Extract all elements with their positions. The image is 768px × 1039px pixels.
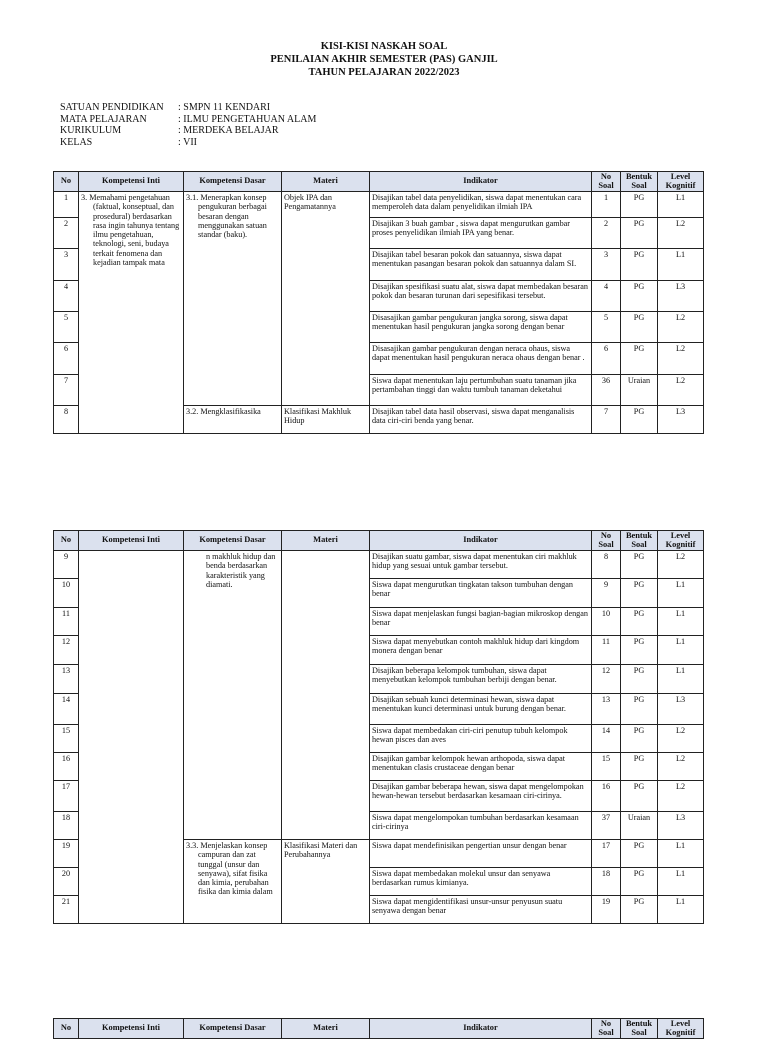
col-materi: Materi <box>282 531 370 551</box>
kompetensi-dasar-cell <box>184 192 282 406</box>
level-cell: L1 <box>658 868 704 896</box>
level-cell: L3 <box>658 812 704 840</box>
kompetensi-dasar-text: n makhluk hidup dan benda berdasarkan karakteristik yang diamati. <box>206 552 276 589</box>
level-cell: L3 <box>658 281 704 312</box>
no-soal-cell: 10 <box>592 608 621 636</box>
info-value: : ILMU PENGETAHUAN ALAM <box>178 113 317 125</box>
bentuk-soal-cell: PG <box>621 281 658 312</box>
level-cell: L2 <box>658 753 704 781</box>
indikator-cell: Siswa dapat mengidentifikasi unsur-unsur penyusun suatu senyawa dengan benar <box>370 896 592 924</box>
row-no: 13 <box>54 665 79 694</box>
row-no: 2 <box>54 218 79 249</box>
bentuk-soal-cell: Uraian <box>621 812 658 840</box>
table-header-row <box>54 531 704 551</box>
school-info <box>60 102 316 148</box>
col-indikator: Indikator <box>370 531 592 551</box>
bentuk-soal-cell: PG <box>621 312 658 343</box>
level-cell: L2 <box>658 725 704 753</box>
indikator-cell: Disajikan tabel besaran pokok dan satuannya, siswa dapat menentukan pasangan besaran pokok dan satuannya dalam SI. <box>370 249 592 281</box>
materi-cell: Klasifikasi Makhluk Hidup <box>282 406 370 434</box>
doc-year: TAHUN PELAJARAN 2022/2023 <box>308 67 460 78</box>
no-soal-cell: 15 <box>592 753 621 781</box>
no-soal-cell: 18 <box>592 868 621 896</box>
kompetensi-inti-cell <box>79 551 184 924</box>
bentuk-soal-cell: PG <box>621 694 658 725</box>
row-no: 6 <box>54 343 79 375</box>
bentuk-soal-cell: PG <box>621 192 658 218</box>
level-cell: L1 <box>658 665 704 694</box>
col-kompetensi-inti: Kompetensi Inti <box>79 531 184 551</box>
row-no: 20 <box>54 868 79 896</box>
info-label: KELAS <box>60 136 93 148</box>
table-header-row <box>54 1019 704 1039</box>
no-soal-cell: 16 <box>592 781 621 812</box>
no-soal-cell: 12 <box>592 665 621 694</box>
info-value: : SMPN 11 KENDARI <box>178 102 271 113</box>
level-cell: L2 <box>658 312 704 343</box>
no-soal-cell: 36 <box>592 375 621 406</box>
level-cell: L2 <box>658 375 704 406</box>
no-soal-cell: 37 <box>592 812 621 840</box>
col-bentuk-soal: Bentuk Soal <box>621 172 658 192</box>
kisi-table-2 <box>53 530 704 924</box>
level-cell: L2 <box>658 781 704 812</box>
no-soal-cell: 19 <box>592 896 621 924</box>
col-materi: Materi <box>282 172 370 192</box>
level-cell: L1 <box>658 896 704 924</box>
kisi-table-1 <box>53 171 704 434</box>
col-no-soal: No Soal <box>592 1019 621 1039</box>
no-soal-cell: 6 <box>592 343 621 375</box>
indikator-cell: Siswa dapat mengurutkan tingkatan takson tumbuhan dengan benar <box>370 579 592 608</box>
level-cell: L2 <box>658 551 704 579</box>
col-bentuk-soal: Bentuk Soal <box>621 1019 658 1039</box>
col-no-soal: No Soal <box>592 531 621 551</box>
bentuk-soal-cell: PG <box>621 406 658 434</box>
indikator-cell: Disasajikan gambar pengukuran jangka sorong, siswa dapat menentukan hasil pengukuran jangka sorong dengan benar <box>370 312 592 343</box>
indikator-cell: Disajikan tabel data penyelidikan, siswa dapat menentukan cara memperoleh data dalam penyelidikan ilmiah IPA <box>370 192 592 218</box>
row-no: 5 <box>54 312 79 343</box>
info-label: KURIKULUM <box>60 125 122 136</box>
indikator-cell: Disajikan spesifikasi suatu alat, siswa dapat membedakan besaran pokok dan besaran turunan dari sepesifikasi tersebut. <box>370 281 592 312</box>
bentuk-soal-cell: PG <box>621 636 658 665</box>
level-cell: L1 <box>658 608 704 636</box>
kompetensi-dasar-cell <box>184 551 282 840</box>
row-no: 10 <box>54 579 79 608</box>
table-header-row <box>54 172 704 192</box>
no-soal-cell: 1 <box>592 192 621 218</box>
indikator-cell: Siswa dapat mendefinisikan pengertian unsur dengan benar <box>370 840 592 868</box>
row-no: 7 <box>54 375 79 406</box>
indikator-cell: Disajikan beberapa kelompok tumbuhan, siswa dapat menyebutkan kelompok tumbuhan berbiji dengan benar. <box>370 665 592 694</box>
col-kompetensi-inti: Kompetensi Inti <box>79 1019 184 1039</box>
doc-title: KISI-KISI NASKAH SOAL <box>320 41 448 52</box>
row-no: 14 <box>54 694 79 725</box>
info-label: SATUAN PENDIDIKAN <box>60 102 164 113</box>
no-soal-cell: 9 <box>592 579 621 608</box>
bentuk-soal-cell: PG <box>621 249 658 281</box>
indikator-cell: Siswa dapat menentukan laju pertumbuhan suatu tanaman jika pertambahan tinggi dan waktu tumbuh tanaman deketahui <box>370 375 592 406</box>
col-materi: Materi <box>282 1019 370 1039</box>
kompetensi-inti-cell <box>79 192 184 434</box>
row-no: 3 <box>54 249 79 281</box>
indikator-cell: Siswa dapat membedakan ciri-ciri penutup tubuh kelompok hewan pisces dan aves <box>370 725 592 753</box>
materi-cell: Klasifikasi Materi dan Perubahannya <box>282 840 370 924</box>
no-soal-cell: 4 <box>592 281 621 312</box>
bentuk-soal-cell: PG <box>621 343 658 375</box>
level-cell: L2 <box>658 218 704 249</box>
col-level-kognitif: Level Kognitif <box>658 1019 704 1039</box>
info-row <box>60 114 316 126</box>
no-soal-cell: 14 <box>592 725 621 753</box>
level-cell: L1 <box>658 636 704 665</box>
no-soal-cell: 3 <box>592 249 621 281</box>
level-cell: L3 <box>658 406 704 434</box>
row-no: 19 <box>54 840 79 868</box>
indikator-cell: Disajikan sebuah kunci determinasi hewan, siswa dapat menentukan kunci determinasi untuk burung dengan benar. <box>370 694 592 725</box>
indikator-cell: Disajikan tabel data hasil observasi, siswa dapat menganalisis data ciri-ciri benda yang benar. <box>370 406 592 434</box>
level-cell: L2 <box>658 343 704 375</box>
indikator-cell: Disajikan 3 buah gambar , siswa dapat mengurutkan gambar proses penyelidikan ilmiah IPA yang benar. <box>370 218 592 249</box>
info-value: : VII <box>178 136 197 148</box>
table-row <box>54 551 704 579</box>
col-no-soal: No Soal <box>592 172 621 192</box>
bentuk-soal-cell: PG <box>621 579 658 608</box>
col-level-kognitif: Level Kognitif <box>658 172 704 192</box>
info-value: : MERDEKA BELAJAR <box>178 125 279 136</box>
bentuk-soal-cell: PG <box>621 608 658 636</box>
kompetensi-dasar-text: 3.1. Menerapkan konsep pengukuran berbagai besaran dengan menggunakan satuan standar (baku). <box>186 193 267 240</box>
kisi-table-3 <box>53 1018 704 1039</box>
no-soal-cell: 7 <box>592 406 621 434</box>
materi-cell: Objek IPA dan Pengamatannya <box>282 192 370 406</box>
row-no: 1 <box>54 192 79 218</box>
indikator-cell: Siswa dapat menyebutkan contoh makhluk hidup dari kingdom monera dengan benar <box>370 636 592 665</box>
row-no: 12 <box>54 636 79 665</box>
row-no: 4 <box>54 281 79 312</box>
col-kompetensi-dasar: Kompetensi Dasar <box>184 172 282 192</box>
kompetensi-dasar-text: 3.3. Menjelaskan konsep campuran dan zat tunggal (unsur dan senyawa), sifat fisika dan kimia, perubahan fisika dan kimia dalam <box>186 841 273 897</box>
bentuk-soal-cell: PG <box>621 753 658 781</box>
bentuk-soal-cell: Uraian <box>621 375 658 406</box>
indikator-cell: Siswa dapat mengelompokan tumbuhan berdasarkan kesamaan ciri-cirinya <box>370 812 592 840</box>
bentuk-soal-cell: PG <box>621 551 658 579</box>
info-row <box>60 137 316 149</box>
col-kompetensi-inti: Kompetensi Inti <box>79 172 184 192</box>
bentuk-soal-cell: PG <box>621 725 658 753</box>
kompetensi-dasar-cell <box>184 840 282 924</box>
no-soal-cell: 17 <box>592 840 621 868</box>
bentuk-soal-cell: PG <box>621 781 658 812</box>
info-row <box>60 102 316 114</box>
col-indikator: Indikator <box>370 1019 592 1039</box>
indikator-cell: Disajikan gambar kelompok hewan arthopoda, siswa dapat menentukan clasis crustaceae dengan benar <box>370 753 592 781</box>
row-no: 18 <box>54 812 79 840</box>
materi-cell <box>282 551 370 840</box>
col-no: No <box>54 1019 79 1039</box>
info-label: MATA PELAJARAN <box>60 113 147 125</box>
kompetensi-dasar-cell: 3.2. Mengklasifikasika <box>184 406 282 434</box>
bentuk-soal-cell: PG <box>621 665 658 694</box>
level-cell: L1 <box>658 579 704 608</box>
bentuk-soal-cell: PG <box>621 868 658 896</box>
indikator-cell: Siswa dapat menjelaskan fungsi bagian-bagian mikroskop dengan benar <box>370 608 592 636</box>
table-row <box>54 192 704 218</box>
col-kompetensi-dasar: Kompetensi Dasar <box>184 1019 282 1039</box>
bentuk-soal-cell: PG <box>621 840 658 868</box>
doc-subtitle: PENILAIAN AKHIR SEMESTER (PAS) GANJIL <box>270 54 498 65</box>
indikator-cell: Disajikan suatu gambar, siswa dapat menentukan ciri makhluk hidup yang sesuai untuk gambar tersebut. <box>370 551 592 579</box>
col-indikator: Indikator <box>370 172 592 192</box>
kompetensi-inti-text: 3. Memahami pengetahuan (faktual, konseptual, dan prosedural) berdasarkan rasa ingin tahunya tentang ilmu pengetahuan, teknologi, seni, budaya terkait fenomena dan kejadian tampak mata <box>81 193 180 268</box>
indikator-cell: Siswa dapat membedakan molekul unsur dan senyawa berdasarkan rumus kimianya. <box>370 868 592 896</box>
level-cell: L1 <box>658 192 704 218</box>
no-soal-cell: 2 <box>592 218 621 249</box>
col-kompetensi-dasar: Kompetensi Dasar <box>184 531 282 551</box>
no-soal-cell: 8 <box>592 551 621 579</box>
level-cell: L1 <box>658 840 704 868</box>
col-level-kognitif: Level Kognitif <box>658 531 704 551</box>
bentuk-soal-cell: PG <box>621 218 658 249</box>
level-cell: L3 <box>658 694 704 725</box>
no-soal-cell: 5 <box>592 312 621 343</box>
row-no: 15 <box>54 725 79 753</box>
row-no: 16 <box>54 753 79 781</box>
row-no: 11 <box>54 608 79 636</box>
level-cell: L1 <box>658 249 704 281</box>
bentuk-soal-cell: PG <box>621 896 658 924</box>
col-no: No <box>54 531 79 551</box>
row-no: 21 <box>54 896 79 924</box>
info-row <box>60 125 316 137</box>
col-bentuk-soal: Bentuk Soal <box>621 531 658 551</box>
row-no: 17 <box>54 781 79 812</box>
no-soal-cell: 13 <box>592 694 621 725</box>
row-no: 9 <box>54 551 79 579</box>
col-no: No <box>54 172 79 192</box>
row-no: 8 <box>54 406 79 434</box>
no-soal-cell: 11 <box>592 636 621 665</box>
indikator-cell: Disajikan gambar beberapa hewan, siswa dapat mengelompokan hewan-hewan tersebut berdasarkan kesamaan ciri-cirinya. <box>370 781 592 812</box>
indikator-cell: Disasajikan gambar pengukuran dengan neraca ohaus, siswa dapat menentukan hasil pengukuran neraca ohaus dengan benar . <box>370 343 592 375</box>
